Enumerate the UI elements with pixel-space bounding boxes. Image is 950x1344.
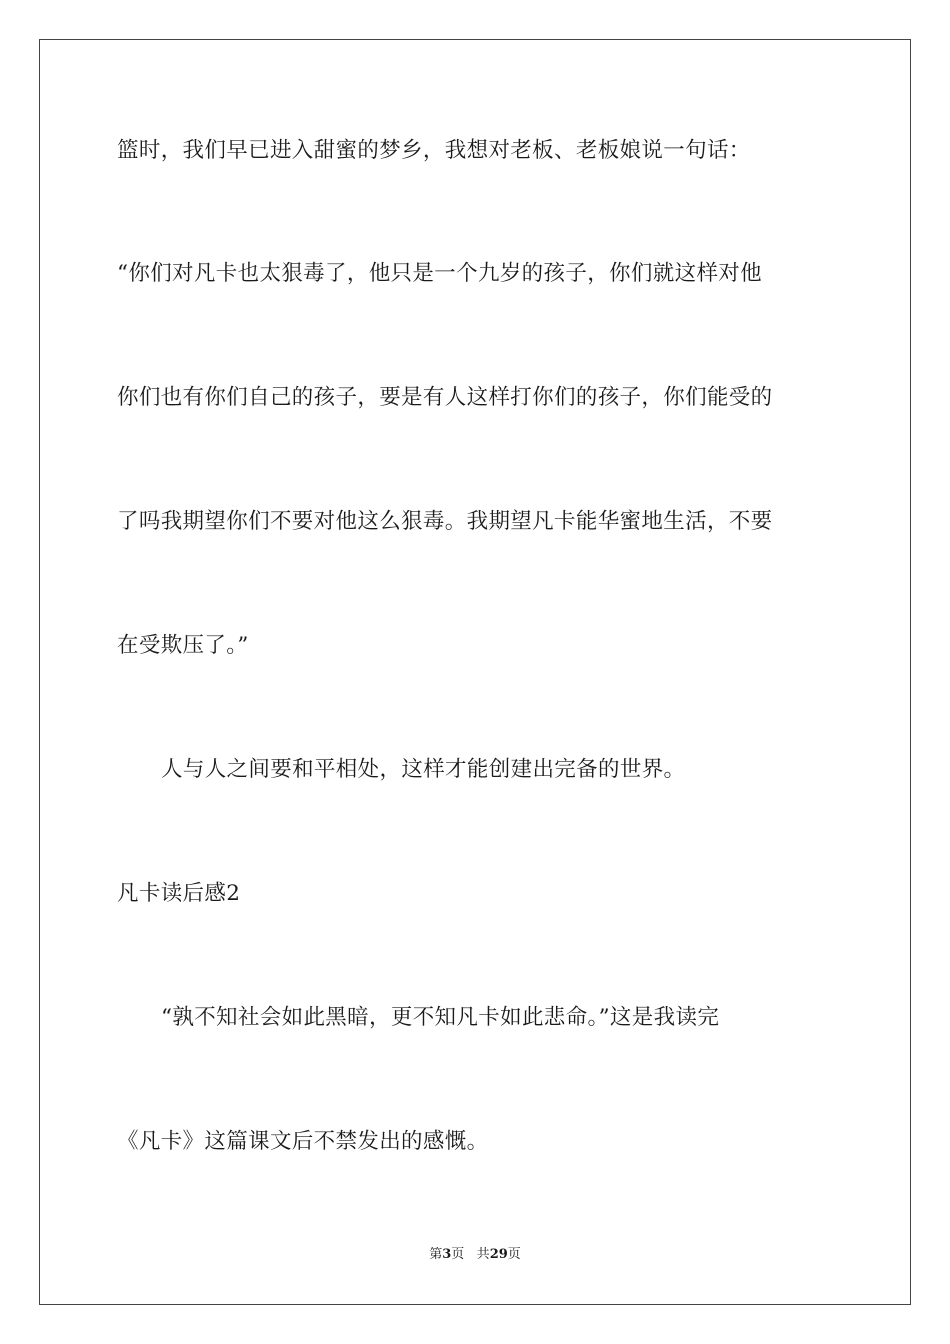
footer-total-pages: 29 <box>489 1247 508 1262</box>
body-line-9: 《凡卡》这篇课文后不禁发出的感慨。 <box>117 1129 489 1154</box>
body-line-5: 在受欺压了。” <box>117 633 249 658</box>
body-line-8: “孰不知社会如此黑暗，更不知凡卡如此悲命。”这是我读完 <box>161 1005 720 1030</box>
body-line-2: “你们对凡卡也太狠毒了，他只是一个九岁的孩子，你们就这样对他 <box>117 261 762 286</box>
body-line-3: 你们也有你们自己的孩子，要是有人这样打你们的孩子，你们能受的 <box>117 385 773 410</box>
footer-page-suffix: 页 <box>451 1247 465 1262</box>
body-line-6: 人与人之间要和平相处，这样才能创建出完备的世界。 <box>161 757 686 782</box>
footer-total-suffix: 页 <box>507 1247 521 1262</box>
footer-page-number: 3 <box>442 1247 452 1262</box>
page-border <box>39 39 911 1305</box>
page-footer <box>0 1246 950 1264</box>
footer-total-prefix: 共 <box>476 1247 490 1262</box>
body-line-4: 了吗我期望你们不要对他这么狠毒。我期望凡卡能华蜜地生活，不要 <box>117 509 773 534</box>
body-line-1: 篮时，我们早已进入甜蜜的梦乡，我想对老板、老板娘说一句话： <box>117 138 751 163</box>
section-heading: 凡卡读后感2 <box>117 881 241 906</box>
footer-page-prefix: 第 <box>429 1247 443 1262</box>
